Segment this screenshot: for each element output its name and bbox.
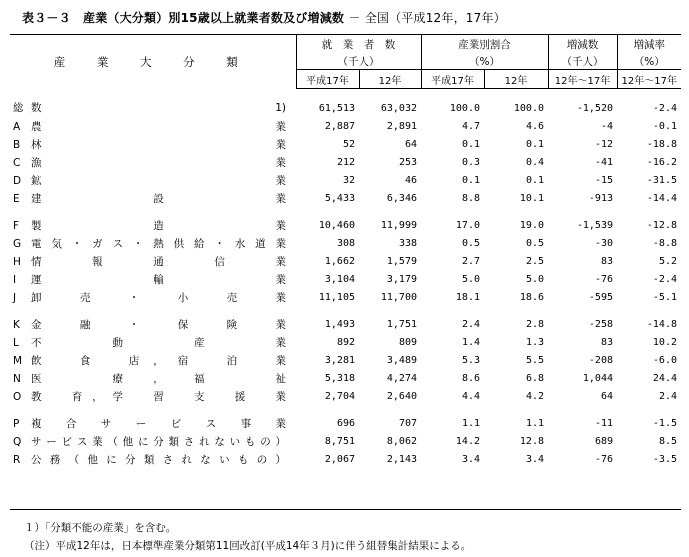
table-title-sub: － 全国（平成12年，17年）	[348, 11, 506, 25]
cell-chg: 83	[600, 336, 613, 348]
industry-name: 鉱 業	[31, 174, 286, 187]
industry-name: 林 業	[31, 138, 286, 151]
cell-w12: 2,891	[386, 120, 417, 132]
cell-w17: 52	[342, 138, 355, 150]
table-row	[10, 387, 681, 405]
table-row	[10, 450, 681, 468]
cell-w17: 2,887	[324, 120, 355, 132]
cell-w12: 809	[398, 336, 417, 348]
cell-w17: 5,433	[324, 192, 355, 204]
cell-rate: -31.5	[646, 174, 677, 186]
cell-w17: 61,513	[318, 102, 355, 114]
change-unit: （千人）	[548, 53, 617, 70]
industry-name: 卸 売 ・ 小 売 業	[31, 291, 286, 304]
industry-employment-table	[10, 34, 681, 468]
industry-code: C	[13, 156, 21, 169]
workers-h12-header: 12年	[359, 70, 421, 89]
table-row	[10, 252, 681, 270]
table-bottom-rule	[10, 509, 681, 510]
table-row	[10, 216, 681, 234]
cell-s17: 4.7	[461, 120, 480, 132]
group-spacer	[10, 405, 681, 414]
industry-name: 漁 業	[31, 156, 286, 169]
industry-label	[10, 315, 296, 333]
share-group-header: 産業別割合	[421, 35, 548, 54]
cell-rate: -14.4	[646, 192, 677, 204]
cell-w17: 11,105	[318, 291, 355, 303]
cell-rate: -18.8	[646, 138, 677, 150]
industry-code: I	[13, 273, 17, 286]
cell-chg: -76	[594, 453, 613, 465]
workers-group-header: 就 業 者 数	[296, 35, 421, 54]
cell-w12: 253	[398, 156, 417, 168]
cell-s17: 3.4	[461, 453, 480, 465]
cell-w12: 11,999	[380, 219, 417, 231]
industry-label	[10, 153, 296, 171]
table-row	[10, 189, 681, 207]
cell-w12: 64	[404, 138, 417, 150]
table-title-main: 表３－３ 産業（大分類）別15歳以上就業者数及び増減数	[22, 11, 345, 25]
rate-unit: （%）	[617, 53, 681, 70]
cell-rate: 24.4	[652, 372, 677, 384]
cell-w17: 1,662	[324, 255, 355, 267]
cell-s12: 2.5	[525, 255, 544, 267]
cell-rate: -2.4	[652, 102, 677, 114]
group-spacer	[10, 306, 681, 315]
cell-w12: 1,751	[386, 318, 417, 330]
cell-rate: -8.8	[652, 237, 677, 249]
cell-s17: 0.1	[461, 174, 480, 186]
cell-s17: 17.0	[455, 219, 480, 231]
industry-code: O	[13, 390, 22, 403]
industry-name: 教 育，学 習 支 援 業	[31, 390, 286, 403]
industry-code: K	[13, 318, 20, 331]
cell-w12: 2,143	[386, 453, 417, 465]
cell-w17: 10,460	[318, 219, 355, 231]
cell-chg: -208	[588, 354, 613, 366]
industry-label	[10, 252, 296, 270]
cell-s17: 14.2	[455, 435, 480, 447]
industry-label	[10, 189, 296, 207]
industry-name: 運 輸 業	[31, 273, 286, 286]
cell-s17: 4.4	[461, 390, 480, 402]
industry-label	[10, 450, 296, 468]
share-h12-header: 12年	[484, 70, 548, 89]
industry-code: N	[13, 372, 21, 385]
cell-w17: 5,318	[324, 372, 355, 384]
cell-s17: 0.3	[461, 156, 480, 168]
cell-s12: 2.8	[525, 318, 544, 330]
cell-w12: 46	[404, 174, 417, 186]
industry-name: 製 造 業	[31, 219, 286, 232]
stub-header: 産 業 大 分 類	[10, 35, 296, 89]
cell-s17: 5.0	[461, 273, 480, 285]
cell-s17: 2.7	[461, 255, 480, 267]
cell-chg: -595	[588, 291, 613, 303]
footnote-2: （注）平成12年は，日本標準産業分類第11回改訂(平成14年３月)に伴う組替集計結果による。	[24, 540, 472, 552]
cell-w12: 3,489	[386, 354, 417, 366]
cell-s12: 0.1	[525, 174, 544, 186]
industry-label	[10, 369, 296, 387]
cell-w12: 338	[398, 237, 417, 249]
industry-code: Q	[13, 435, 22, 448]
cell-s12: 12.8	[519, 435, 544, 447]
cell-rate: -12.8	[646, 219, 677, 231]
cell-s12: 0.1	[525, 138, 544, 150]
rate-period-header: 12年～17年	[617, 70, 681, 89]
cell-s12: 4.6	[525, 120, 544, 132]
cell-chg: 64	[600, 390, 613, 402]
industry-code: M	[13, 354, 23, 367]
workers-unit: （千人）	[296, 53, 421, 70]
cell-s12: 3.4	[525, 453, 544, 465]
cell-w12: 8,062	[386, 435, 417, 447]
cell-rate: -3.5	[652, 453, 677, 465]
rate-header: 増減率	[617, 35, 681, 54]
industry-label	[10, 89, 296, 118]
table-row	[10, 414, 681, 432]
footnote-1: １）「分類不能の産業」を含む。	[24, 522, 177, 534]
industry-code: A	[13, 120, 21, 133]
cell-chg: -1,539	[576, 219, 613, 231]
cell-s12: 1.3	[525, 336, 544, 348]
industry-label	[10, 171, 296, 189]
industry-code: F	[13, 219, 20, 232]
change-period-header: 12年～17年	[548, 70, 617, 89]
industry-name: 飲 食 店，宿 泊 業	[31, 354, 286, 367]
table-body	[10, 89, 681, 469]
cell-w12: 11,700	[380, 291, 417, 303]
industry-label	[10, 270, 296, 288]
cell-s17: 18.1	[455, 291, 480, 303]
industry-label	[10, 432, 296, 450]
industry-code: H	[13, 255, 21, 268]
cell-w17: 2,067	[324, 453, 355, 465]
industry-code: 総	[13, 102, 24, 115]
cell-chg: -1,520	[576, 102, 613, 114]
cell-chg: 689	[594, 435, 613, 447]
cell-rate: 2.4	[658, 390, 677, 402]
cell-s12: 0.5	[525, 237, 544, 249]
cell-rate: 10.2	[652, 336, 677, 348]
industry-code: R	[13, 453, 21, 466]
industry-name: 医 療，福 祉	[31, 372, 286, 385]
cell-w17: 32	[342, 174, 355, 186]
cell-w12: 2,640	[386, 390, 417, 402]
workers-h17-header: 平成17年	[296, 70, 359, 89]
cell-chg: -4	[600, 120, 613, 132]
cell-rate: -6.0	[652, 354, 677, 366]
cell-s12: 18.6	[519, 291, 544, 303]
cell-w17: 308	[336, 237, 355, 249]
cell-w17: 3,281	[324, 354, 355, 366]
cell-w17: 696	[336, 417, 355, 429]
cell-s17: 0.1	[461, 138, 480, 150]
cell-rate: 8.5	[658, 435, 677, 447]
cell-s12: 5.0	[525, 273, 544, 285]
cell-rate: -0.1	[652, 120, 677, 132]
industry-label	[10, 351, 296, 369]
cell-w17: 3,104	[324, 273, 355, 285]
change-header: 増減数	[548, 35, 617, 54]
cell-w12: 4,274	[386, 372, 417, 384]
cell-rate: 5.2	[658, 255, 677, 267]
industry-code: L	[13, 336, 19, 349]
industry-label	[10, 234, 296, 252]
industry-name: 不 動 産 業	[31, 336, 286, 349]
industry-name: 建 設 業	[31, 192, 286, 205]
industry-label	[10, 117, 296, 135]
industry-name: 情 報 通 信 業	[31, 255, 286, 268]
table-row	[10, 333, 681, 351]
industry-code: E	[13, 192, 20, 205]
cell-w12: 1,579	[386, 255, 417, 267]
cell-w17: 212	[336, 156, 355, 168]
cell-rate: -2.4	[652, 273, 677, 285]
cell-s17: 100.0	[449, 102, 480, 114]
cell-chg: -12	[594, 138, 613, 150]
group-spacer	[10, 207, 681, 216]
table-row	[10, 135, 681, 153]
table-row	[10, 234, 681, 252]
cell-chg: -11	[594, 417, 613, 429]
industry-code: B	[13, 138, 21, 151]
industry-code: J	[13, 291, 17, 304]
share-h17-header: 平成17年	[421, 70, 484, 89]
table-row	[10, 270, 681, 288]
cell-w17: 1,493	[324, 318, 355, 330]
share-unit: （%）	[421, 53, 548, 70]
industry-code: D	[13, 174, 22, 187]
industry-name: 複 合 サ ー ビ ス 事 業	[31, 417, 286, 430]
cell-s12: 6.8	[525, 372, 544, 384]
industry-name: 数 1)	[31, 102, 286, 115]
table-row	[10, 315, 681, 333]
cell-s12: 4.2	[525, 390, 544, 402]
cell-rate: -5.1	[652, 291, 677, 303]
cell-s12: 1.1	[525, 417, 544, 429]
table-row	[10, 432, 681, 450]
industry-label	[10, 414, 296, 432]
industry-code: P	[13, 417, 20, 430]
industry-name: 金 融 ・ 保 険 業	[31, 318, 286, 331]
table-row	[10, 171, 681, 189]
cell-s12: 0.4	[525, 156, 544, 168]
industry-code: G	[13, 237, 22, 250]
cell-chg: -258	[588, 318, 613, 330]
industry-name: 農 業	[31, 120, 286, 133]
cell-chg: -30	[594, 237, 613, 249]
table-row	[10, 89, 681, 118]
cell-chg: -913	[588, 192, 613, 204]
cell-w17: 2,704	[324, 390, 355, 402]
industry-label	[10, 288, 296, 306]
cell-s17: 2.4	[461, 318, 480, 330]
cell-s17: 8.6	[461, 372, 480, 384]
cell-w12: 707	[398, 417, 417, 429]
cell-s17: 0.5	[461, 237, 480, 249]
cell-s17: 8.8	[461, 192, 480, 204]
industry-label	[10, 333, 296, 351]
cell-rate: -16.2	[646, 156, 677, 168]
industry-name: 電気・ガス・熱供給・水道業	[31, 237, 286, 250]
cell-s17: 1.4	[461, 336, 480, 348]
cell-s17: 5.3	[461, 354, 480, 366]
industry-label	[10, 387, 296, 405]
cell-s12: 100.0	[513, 102, 544, 114]
cell-chg: -76	[594, 273, 613, 285]
cell-chg: 83	[600, 255, 613, 267]
cell-w17: 892	[336, 336, 355, 348]
cell-chg: -15	[594, 174, 613, 186]
table-row	[10, 369, 681, 387]
cell-s12: 5.5	[525, 354, 544, 366]
industry-name: サービス業（他に分類されないもの）	[31, 435, 286, 448]
table-title	[22, 9, 506, 26]
cell-rate: -14.8	[646, 318, 677, 330]
table-row	[10, 351, 681, 369]
cell-rate: -1.5	[652, 417, 677, 429]
table-row	[10, 153, 681, 171]
industry-label	[10, 216, 296, 234]
cell-s17: 1.1	[461, 417, 480, 429]
industry-label	[10, 135, 296, 153]
industry-name: 公務（他に分類されないもの）	[31, 453, 286, 466]
table-row	[10, 117, 681, 135]
cell-w12: 3,179	[386, 273, 417, 285]
cell-s12: 19.0	[519, 219, 544, 231]
cell-chg: 1,044	[582, 372, 613, 384]
cell-chg: -41	[594, 156, 613, 168]
cell-w12: 63,032	[380, 102, 417, 114]
cell-s12: 10.1	[519, 192, 544, 204]
cell-w12: 6,346	[386, 192, 417, 204]
cell-w17: 8,751	[324, 435, 355, 447]
table-row	[10, 288, 681, 306]
